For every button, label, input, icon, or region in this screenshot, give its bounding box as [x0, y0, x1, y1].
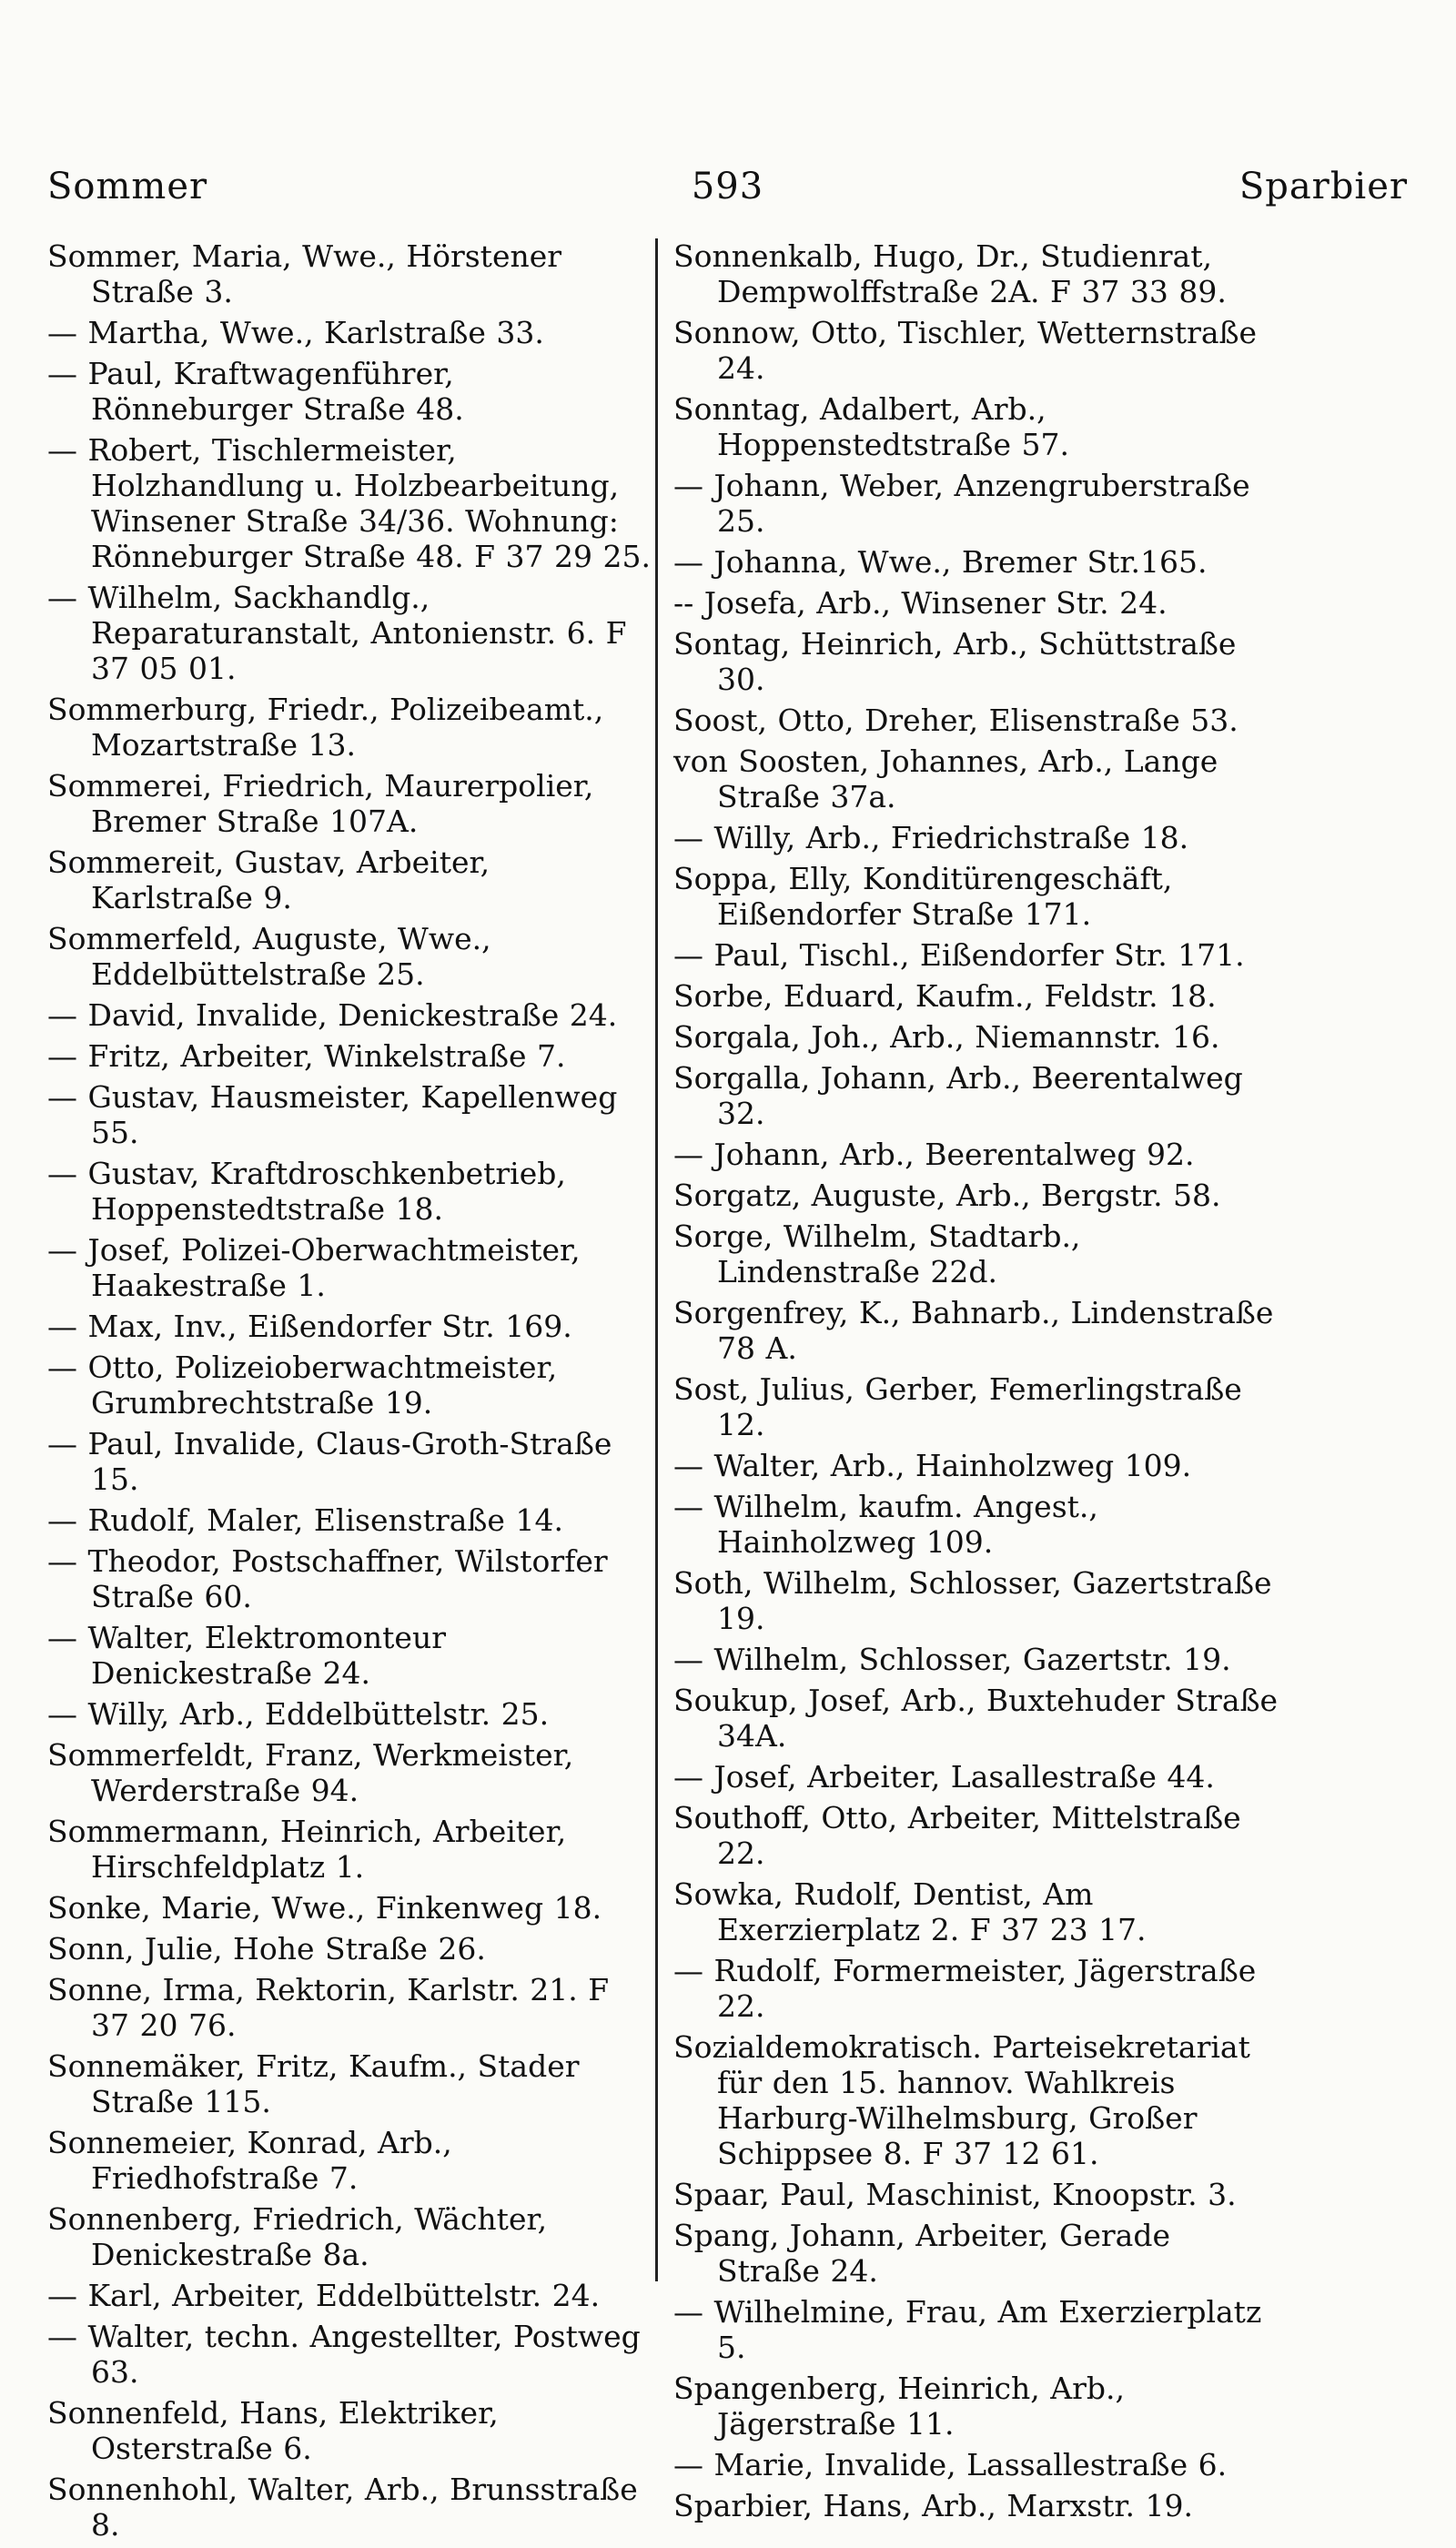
directory-entry: — Wilhelmine, Frau, Am Exerzierplatz 5. [673, 2294, 1262, 2365]
directory-entry: Sommerfeldt, Franz, Werkmeister, Werderstraße 94. [47, 1737, 574, 1808]
directory-entry: Sorgenfrey, K., Bahnarb., Lindenstraße 78 A. [673, 1295, 1274, 1366]
directory-entry: Sommereit, Gustav, Arbeiter, Karlstraße 9. [47, 844, 490, 915]
header-right-keyword: Sparbier [1239, 166, 1408, 207]
directory-entry: — Martha, Wwe., Karlstraße 33. [47, 315, 544, 350]
directory-entry: — Paul, Tischl., Eißendorfer Str. 171. [673, 937, 1245, 973]
directory-entry: Spaar, Paul, Maschinist, Knoopstr. 3. [673, 2177, 1237, 2212]
directory-entry: Sonnenberg, Friedrich, Wächter, Denickestraße 8a. [47, 2201, 548, 2272]
directory-entry: Sonnemeier, Konrad, Arb., Friedhofstraße 7. [47, 2125, 452, 2196]
directory-entry: Sonnenfeld, Hans, Elektriker, Osterstraße 6. [47, 2395, 499, 2466]
directory-entry: — Gustav, Kraftdroschkenbetrieb, Hoppenstedtstraße 18. [47, 1156, 566, 1227]
directory-entry: Sommerfeld, Auguste, Wwe., Eddelbüttelstraße 25. [47, 921, 491, 992]
directory-entry: Sorgatz, Auguste, Arb., Bergstr. 58. [673, 1178, 1221, 1213]
directory-entry: — Johanna, Wwe., Bremer Str.165. [673, 544, 1208, 580]
column-divider [655, 238, 658, 2281]
directory-entry: — Johann, Arb., Beerentalweg 92. [673, 1137, 1195, 1172]
directory-entry: Sonnenhohl, Walter, Arb., Brunsstraße 8. [47, 2472, 638, 2543]
directory-entry: — Rudolf, Formermeister, Jägerstraße 22. [673, 1953, 1257, 2024]
directory-entry: — Fritz, Arbeiter, Winkelstraße 7. [47, 1038, 566, 1074]
directory-entry: Soth, Wilhelm, Schlosser, Gazertstraße 19. [673, 1565, 1272, 1636]
directory-entry: — Johann, Weber, Anzengruberstraße 25. [673, 468, 1250, 539]
left-column [47, 238, 652, 2548]
directory-entry: — Walter, Elektromonteur Denickestraße 24. [47, 1620, 446, 1691]
directory-entry: — Josef, Polizei-Oberwachtmeister, Haakestraße 1. [47, 1232, 581, 1303]
directory-entry: — David, Invalide, Denickestraße 24. [47, 997, 618, 1033]
directory-entry: Sorge, Wilhelm, Stadtarb., Lindenstraße 22d. [673, 1218, 1081, 1289]
page-number: 593 [691, 166, 764, 207]
directory-entry: — Karl, Arbeiter, Eddelbüttelstr. 24. [47, 2278, 601, 2313]
directory-entry: — Otto, Polizeioberwachtmeister, Grumbrechtstraße 19. [47, 1350, 558, 1421]
directory-entry: — Robert, Tischlermeister, Holzhandlung u. Holzbearbeitung, Winsener Straße 34/36. Wohnung: Rönneburger Straße 48. F 37 29 25. [47, 432, 652, 574]
directory-entry: Sparbier, Hans, Arb., Marxstr. 19. [673, 2488, 1193, 2523]
directory-entry: Sorbe, Eduard, Kaufm., Feldstr. 18. [673, 978, 1217, 1014]
directory-entry: — Walter, techn. Angestellter, Postweg 63. [47, 2319, 641, 2390]
directory-entry: — Willy, Arb., Friedrichstraße 18. [673, 820, 1189, 855]
directory-entry: Sommerburg, Friedr., Polizeibeamt., Mozartstraße 13. [47, 692, 604, 763]
directory-entry: — Paul, Invalide, Claus-Groth-Straße 15. [47, 1426, 612, 1497]
right-column [673, 238, 1279, 2529]
directory-entry: — Rudolf, Maler, Elisenstraße 14. [47, 1502, 563, 1538]
directory-entry: — Marie, Invalide, Lassallestraße 6. [673, 2447, 1228, 2482]
directory-entry: Sonn, Julie, Hohe Straße 26. [47, 1931, 486, 1967]
directory-entry: Spang, Johann, Arbeiter, Gerade Straße 24. [673, 2218, 1171, 2289]
directory-entry: Sowka, Rudolf, Dentist, Am Exerzierplatz 2. F 37 23 17. [673, 1876, 1147, 1947]
directory-entry: Sommermann, Heinrich, Arbeiter, Hirschfeldplatz 1. [47, 1814, 567, 1885]
page-header [47, 166, 1408, 220]
directory-entry: Sonnenkalb, Hugo, Dr., Studienrat, Dempwolffstraße 2A. F 37 33 89. [673, 238, 1227, 309]
directory-entry: — Walter, Arb., Hainholzweg 109. [673, 1448, 1192, 1483]
directory-entry: — Theodor, Postschaffner, Wilstorfer Straße 60. [47, 1543, 608, 1614]
directory-entry: Spangenberg, Heinrich, Arb., Jägerstraße 11. [673, 2371, 1125, 2442]
directory-entry: Soukup, Josef, Arb., Buxtehuder Straße 34A. [673, 1683, 1279, 1754]
directory-entry: Sonke, Marie, Wwe., Finkenweg 18. [47, 1890, 602, 1926]
directory-entry: — Wilhelm, kaufm. Angest., Hainholzweg 109. [673, 1489, 1098, 1560]
directory-entry: -- Josefa, Arb., Winsener Str. 24. [673, 585, 1168, 621]
directory-entry: Soost, Otto, Dreher, Elisenstraße 53. [673, 703, 1239, 738]
directory-entry: Sozialdemokratisch. Parteisekretariat für den 15. hannov. Wahlkreis Harburg-Wilhelmsburg, Großer Schippsee 8. F 37 12 61. [673, 2029, 1250, 2171]
directory-entry: von Soosten, Johannes, Arb., Lange Straße 37a. [673, 743, 1218, 814]
directory-entry: Sonntag, Adalbert, Arb., Hoppenstedtstraße 57. [673, 391, 1069, 462]
directory-entry: Sorgala, Joh., Arb., Niemannstr. 16. [673, 1019, 1220, 1055]
directory-entry: Sonne, Irma, Rektorin, Karlstr. 21. F 37 20 76. [47, 1972, 610, 2043]
directory-entry: — Josef, Arbeiter, Lasallestraße 44. [673, 1759, 1215, 1795]
directory-entry: Sonnow, Otto, Tischler, Wetternstraße 24. [673, 315, 1258, 386]
directory-entry: Soppa, Elly, Konditürengeschäft, Eißendorfer Straße 171. [673, 861, 1173, 932]
directory-entry: Sontag, Heinrich, Arb., Schüttstraße 30. [673, 626, 1237, 697]
directory-entry: — Wilhelm, Sackhandlg., Reparaturanstalt, Antonienstr. 6. F 37 05 01. [47, 580, 627, 686]
directory-entry: Southoff, Otto, Arbeiter, Mittelstraße 22. [673, 1800, 1241, 1871]
directory-entry: Sost, Julius, Gerber, Femerlingstraße 12. [673, 1371, 1242, 1442]
directory-entry: — Paul, Kraftwagenführer, Rönneburger Straße 48. [47, 356, 464, 427]
directory-entry: — Wilhelm, Schlosser, Gazertstr. 19. [673, 1642, 1231, 1677]
directory-entry: Sommerei, Friedrich, Maurerpolier, Bremer Straße 107A. [47, 768, 594, 839]
directory-entry: Sommer, Maria, Wwe., Hörstener Straße 3. [47, 238, 562, 309]
header-left-keyword: Sommer [47, 166, 208, 207]
directory-entry: Sonnemäker, Fritz, Kaufm., Stader Straße 115. [47, 2048, 580, 2119]
directory-entry: — Gustav, Hausmeister, Kapellenweg 55. [47, 1079, 618, 1150]
directory-entry: — Willy, Arb., Eddelbüttelstr. 25. [47, 1696, 550, 1732]
directory-entry: — Max, Inv., Eißendorfer Str. 169. [47, 1309, 572, 1344]
directory-entry: Sorgalla, Johann, Arb., Beerentalweg 32. [673, 1060, 1243, 1131]
